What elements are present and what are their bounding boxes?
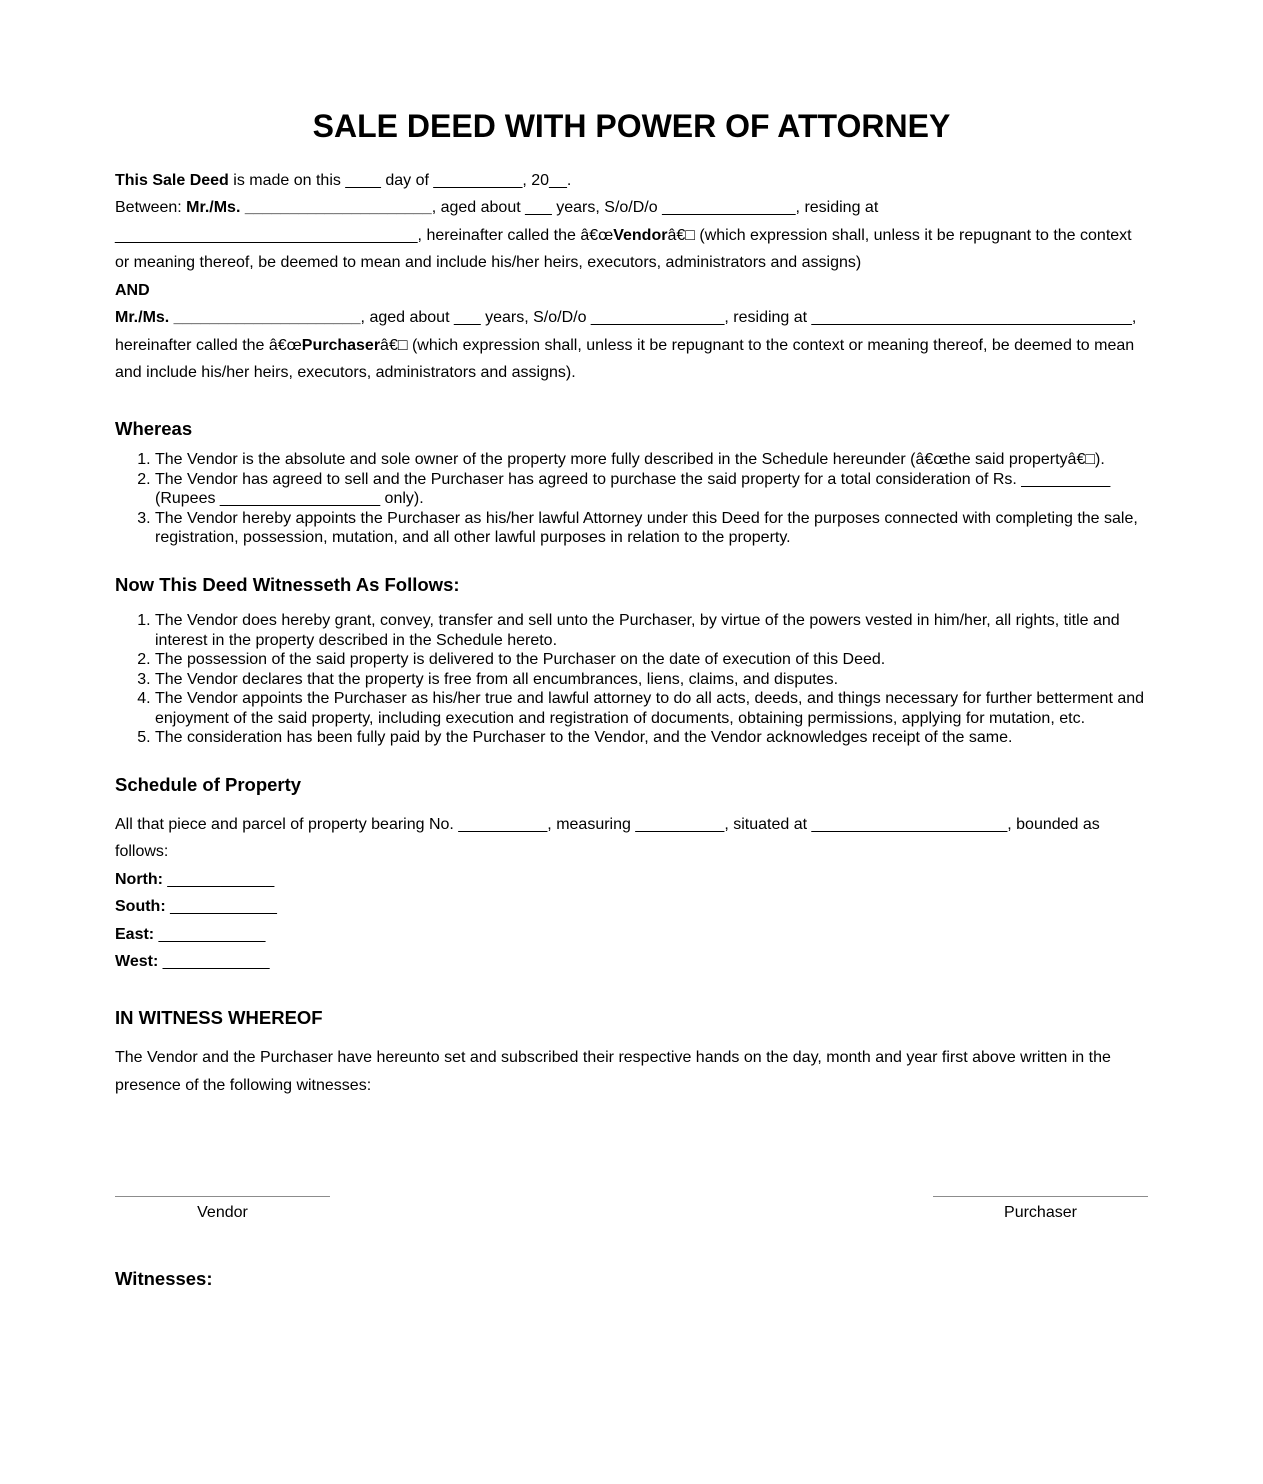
schedule-paragraph: All that piece and parcel of property bearing No. __________, measuring __________, situated at ______________________, bounded as follows: North: ____________ South: ____________ East: ____________ West: ____________ — [115, 815, 1100, 971]
witnesseth-clause-1: 1. The Vendor does hereby grant, convey, transfer and sell unto the Purchaser, by virtue of the powers vested in him/her, all rights, title and interest in the property described in the Schedule hereto. — [155, 611, 1148, 650]
whereas-list — [115, 450, 1148, 548]
witnesseth-clause-2: 2. The possession of the said property is delivered to the Purchaser on the date of execution of this Deed. — [155, 650, 1148, 670]
witnesseth-clause-3: 3. The Vendor declares that the property is free from all encumbrances, liens, claims, and disputes. — [155, 670, 1148, 690]
in-witness-paragraph: The Vendor and the Purchaser have hereunto set and subscribed their respective hands on the day, month and year first above written in the presence of the following witnesses: — [115, 1049, 1111, 1094]
intro-paragraph: This Sale Deed is made on this ____ day of __________, 20__. — [115, 171, 572, 189]
whereas-heading: Whereas — [115, 417, 193, 439]
whereas-clause-2: 2. The Vendor has agreed to sell and the Purchaser has agreed to purchase the said property for a total consideration of Rs. __________ (Rupees __________________ only). — [155, 470, 1148, 509]
witnesseth-clause-4: 4. The Vendor appoints the Purchaser as his/her true and lawful attorney to do all acts, deeds, and things necessary for further betterment and enjoyment of the said property, including execution and registration of documents, obtaining permissions, applying for mutation, etc. — [155, 689, 1148, 728]
purchaser-signature-block — [933, 1196, 1148, 1222]
witnesseth-clause-5: 5. The consideration has been fully paid by the Purchaser to the Vendor, and the Vendor acknowledges receipt of the same. — [155, 728, 1148, 748]
signature-row — [115, 1196, 1148, 1222]
in-witness-whereof-heading: IN WITNESS WHEREOF — [115, 1007, 323, 1028]
document-title: SALE DEED WITH POWER OF ATTORNEY — [312, 108, 951, 144]
purchaser-signature-label: Purchaser — [1004, 1204, 1077, 1222]
witnesseth-heading: Now This Deed Witnesseth As Follows: — [115, 573, 460, 595]
vendor-signature-block — [115, 1196, 330, 1222]
witnesseth-list — [115, 611, 1148, 748]
schedule-heading: Schedule of Property — [115, 773, 302, 795]
whereas-clause-1: 1. The Vendor is the absolute and sole owner of the property more fully described in the Schedule hereunder (â€œthe said propertyâ€□). — [155, 450, 1148, 470]
parties-paragraph: Between: Mr./Ms. _____________________, aged about ___ years, S/o/D/o _______________, residing at __________________________________, hereinafter called the â€œVendorâ€□ (which expression shall, unless it be repugnant to the context or meaning thereof, be deemed to mean and include his/her heirs, executors, administrators and assigns) AND Mr./Ms. _____________________, aged about ___ years, S/o/D/o _______________, residing at ____________________________________, hereinafter called the â€œPurchaserâ€□ (which expression shall, unless it be repugnant to the context or meaning thereof, be deemed to mean and include his/her heirs, executors, administrators and assigns). — [115, 199, 1137, 382]
whereas-clause-3: 3. The Vendor hereby appoints the Purchaser as his/her lawful Attorney under this Deed for the purposes connected with completing the sale, registration, possession, mutation, and all other lawful purposes in relation to the property. — [155, 509, 1148, 548]
vendor-signature-label: Vendor — [197, 1204, 248, 1222]
witnesses-heading: Witnesses: — [115, 1268, 213, 1290]
